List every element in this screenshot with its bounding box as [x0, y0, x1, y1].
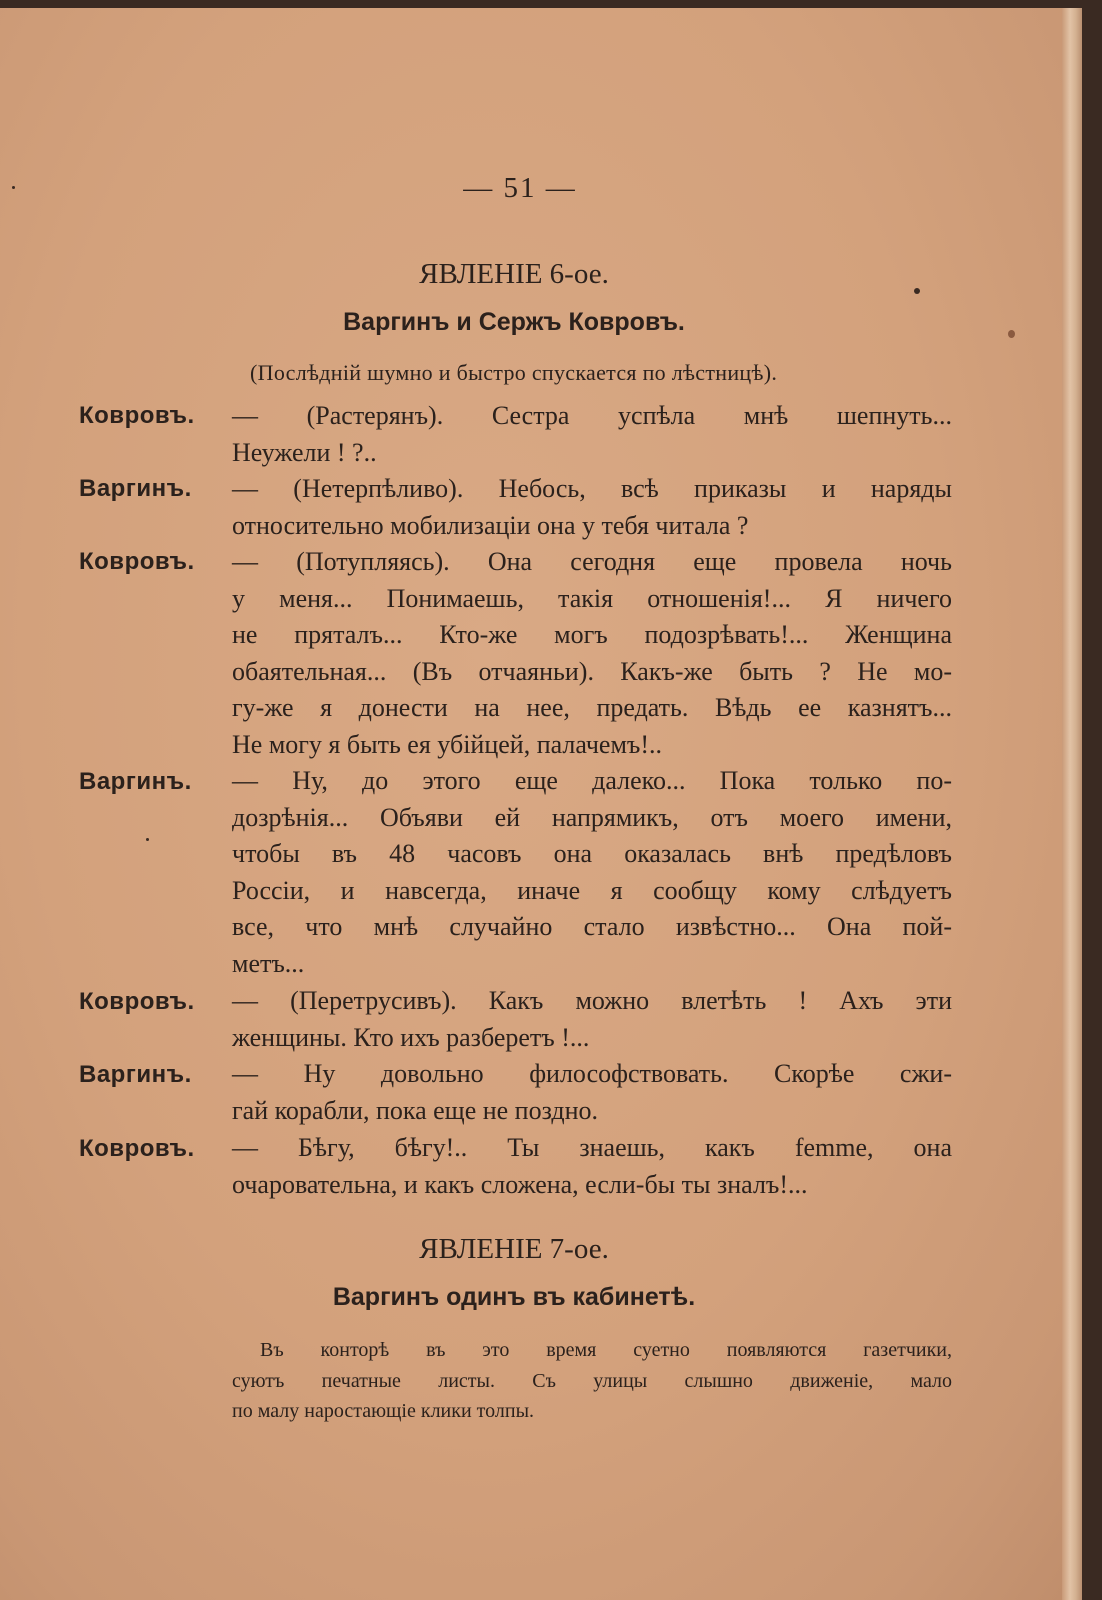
scene-6-stage-direction: (Послѣдній шумно и быстро спускается по лѣстницѣ). [250, 360, 778, 385]
speech-block [232, 763, 952, 982]
scene-7-characters: Варгинъ одинъ въ кабинетѣ. [332, 1283, 696, 1311]
page-spine-edge [1062, 8, 1082, 1600]
speech-line: — Ну довольно философствовать. Скорѣе сжи- [232, 1059, 952, 1088]
speech-line: дозрѣнія... Объяви ей напрямикъ, отъ моего имени, [232, 802, 952, 832]
speech-line: женщины. Кто ихъ разберетъ !... [232, 1022, 590, 1052]
speech-line: — (Растерянъ). Сестра успѣла мнѣ шепнуть... [232, 401, 952, 430]
note-line: суютъ печатные листы. Съ улицы слышно движеніе, мало [232, 1369, 952, 1392]
speaker-name: Ковровъ. [79, 988, 195, 1015]
note-line: по малу наростающіе клики толпы. [232, 1400, 535, 1422]
speech-block [232, 544, 952, 763]
paper-speck [146, 838, 149, 841]
speech-line: относительно мобилизаціи она у тебя читала ? [232, 510, 749, 540]
speaker-name: Варгинъ. [79, 1061, 192, 1088]
speech-line: не пряталъ... Кто-же могъ подозрѣвать!... Женщина [232, 620, 952, 649]
speech-block [232, 1130, 952, 1203]
paper-speck [1008, 330, 1015, 338]
speech-line: Россіи, и навсегда, иначе я сообщу кому слѣдуетъ [232, 875, 952, 905]
note-line: Въ конторѣ въ это время суетно появляются газетчики, [260, 1339, 952, 1361]
speech-line: — (Перетрусивъ). Какъ можно влетѣть ! Ахъ эти [232, 986, 952, 1015]
paper-speck [12, 186, 15, 189]
paper-speck [914, 288, 920, 294]
speech-line: — Ну, до этого еще далеко... Пока только по- [232, 766, 952, 795]
speaker-name: Ковровъ. [79, 1135, 195, 1162]
speaker-name: Ковровъ. [79, 402, 195, 429]
speech-block [232, 471, 952, 544]
speaker-name: Варгинъ. [79, 768, 192, 795]
scene-6-title: ЯВЛЕНІЕ 6-ое. [419, 258, 609, 290]
speech-line: чтобы въ 48 часовъ она оказалась внѣ предѣловъ [232, 839, 952, 868]
speech-line: Неужели ! ?.. [232, 437, 377, 467]
speaker-name: Ковровъ. [79, 548, 195, 575]
speech-line: у меня... Понимаешь, такія отношенія!... Я ничего [232, 583, 952, 613]
book-page [0, 8, 1082, 1600]
speech-line: гай корабли, пока еще не поздно. [232, 1095, 599, 1125]
speaker-name: Варгинъ. [79, 475, 192, 502]
speech-line: обаятельная... (Въ отчаяньи). Какъ-же быть ? Не мо- [232, 656, 952, 686]
scene-7-title: ЯВЛЕНІЕ 7-ое. [419, 1233, 609, 1265]
speech-line: — (Нетерпѣливо). Небось, всѣ приказы и наряды [232, 474, 952, 503]
speech-line: очаровательна, и какъ сложена, если-бы ты зналъ!... [232, 1169, 808, 1199]
speech-line: гу-же я донести на нее, предать. Вѣдь ее казнятъ... [232, 693, 952, 722]
speech-block [232, 983, 952, 1056]
speech-block [232, 1056, 952, 1129]
page-number: — 51 — [463, 172, 577, 204]
speech-line: все, что мнѣ случайно стало извѣстно... Она пой- [232, 912, 952, 941]
speech-line: — Бѣгу, бѣгу!.. Ты знаешь, какъ femme, она [232, 1133, 952, 1162]
speech-block [232, 398, 952, 471]
speech-line: метъ... [232, 948, 305, 978]
speech-line: — (Потупляясь). Она сегодня еще провела ночь [232, 547, 952, 576]
scene-7-stage-note [232, 1335, 952, 1427]
speech-line: Не могу я быть ея убійцей, палачемъ!.. [232, 729, 663, 759]
scene-6-characters: Варгинъ и Сержъ Ковровъ. [343, 308, 685, 336]
